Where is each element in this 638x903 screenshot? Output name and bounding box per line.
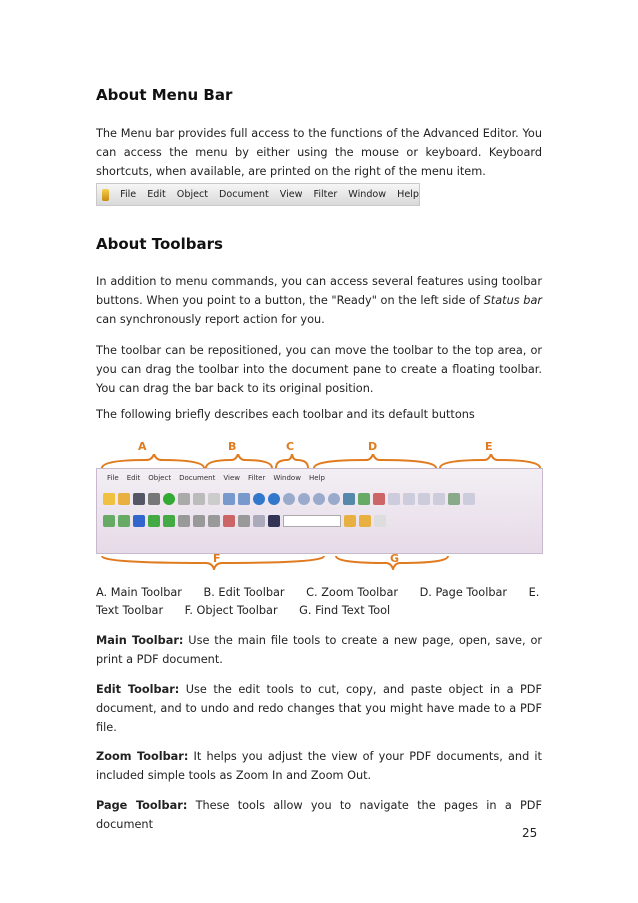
label-e: E <box>485 440 493 453</box>
object-icon-4 <box>193 515 205 527</box>
find-next-icon <box>344 515 356 527</box>
label-a: A <box>138 440 147 453</box>
label-b: B <box>228 440 237 453</box>
text-style-icon <box>418 493 430 505</box>
undo-icon <box>223 493 235 505</box>
toolbar-figure <box>96 440 543 570</box>
bottom-braces <box>96 554 543 570</box>
zoom-out-icon <box>268 493 280 505</box>
fig-menu-view: View <box>223 474 240 482</box>
legend-line-1: A. Main Toolbar B. Edit Toolbar C. Zoom Toolbar D. Page Toolbar E. <box>96 586 540 599</box>
toolbars-heading: About Toolbars <box>96 235 223 253</box>
find-icon <box>268 515 280 527</box>
fig-menu-help: Help <box>308 474 325 482</box>
toolbar-row-2 <box>103 515 386 530</box>
fig-menu-edit: Edit <box>126 474 141 482</box>
toolbar-window <box>96 468 543 554</box>
select-icon <box>103 515 115 527</box>
page-view-icon <box>343 493 355 505</box>
line-icon <box>133 515 145 527</box>
move-icon <box>118 515 130 527</box>
object-icon-8 <box>253 515 265 527</box>
object-icon-5 <box>208 515 220 527</box>
menu-item-help: Help <box>397 189 419 200</box>
menu-item-view: View <box>279 189 303 200</box>
object-icon-7 <box>238 515 250 527</box>
first-page-icon <box>283 493 295 505</box>
text-box-icon <box>388 493 400 505</box>
insert-page-icon <box>358 493 370 505</box>
fig-menu-file: File <box>107 474 119 482</box>
info-icon <box>163 493 175 505</box>
toolbars-paragraph-1: In addition to menu commands, you can access several features using toolbar buttons. When you point to a button, the "Ready" on the left side of Status bar can synchronously report action for you. <box>96 275 543 327</box>
toolbar-row-1 <box>103 493 475 508</box>
menu-bar-heading: About Menu Bar <box>96 86 233 104</box>
save-icon <box>133 493 145 505</box>
fig-menu-filter: Filter <box>247 474 266 482</box>
copy-icon <box>193 493 205 505</box>
text-font-icon <box>433 493 445 505</box>
legend-line-2: Text Toolbar F. Object Toolbar G. Find Text Tool <box>96 604 391 617</box>
prev-page-icon <box>298 493 310 505</box>
fig-menu-window: Window <box>273 474 301 482</box>
delete-page-icon <box>373 493 385 505</box>
object-icon-6 <box>223 515 235 527</box>
text-align-icon <box>403 493 415 505</box>
open-icon <box>118 493 130 505</box>
toolbar-menu <box>107 474 325 482</box>
menu-item-file: File <box>120 189 137 200</box>
find-prev-icon <box>359 515 371 527</box>
menu-item-object: Object <box>176 189 209 200</box>
app-logo-icon <box>102 189 109 201</box>
next-page-icon <box>313 493 325 505</box>
label-g: G <box>390 552 400 565</box>
toolbars-paragraph-2: The toolbar can be repositioned, you can move the toolbar to the top area, or you can drag the toolbar into the document pane to create a floating toolbar. You can drag the bar back to its original position. <box>96 344 542 396</box>
main-toolbar-desc: Main Toolbar: Use the main file tools to create a new page, open, save, or print a PDF document. <box>96 634 542 667</box>
text-color-icon <box>448 493 460 505</box>
menu-bar-paragraph: The Menu bar provides full access to the functions of the Advanced Editor. You can access the menu by either using the mouse or keyboard. Keyboard shortcuts, when available, are printed on the right of the menu item. <box>96 127 542 179</box>
find-options-icon <box>374 515 386 527</box>
edit-toolbar-desc: Edit Toolbar: Use the edit tools to cut, copy, and paste object in a PDF document, and to undo and redo changes that you might have made to a PDF file. <box>96 683 542 735</box>
zoom-in-icon <box>253 493 265 505</box>
label-f: F <box>213 552 221 565</box>
text-edit-icon <box>463 493 475 505</box>
label-d: D <box>368 440 378 453</box>
object-icon-3 <box>178 515 190 527</box>
fig-menu-document: Document <box>179 474 216 482</box>
zoom-toolbar-desc: Zoom Toolbar: It helps you adjust the view of your PDF documents, and it included simple tools as Zoom In and Zoom Out. <box>96 750 542 783</box>
menu-item-document: Document <box>219 189 269 200</box>
print-icon <box>148 493 160 505</box>
label-c: C <box>286 440 295 453</box>
toolbars-paragraph-3: The following briefly describes each toolbar and its default buttons <box>96 408 475 421</box>
paste-icon <box>208 493 220 505</box>
menu-bar-screenshot <box>96 183 420 206</box>
find-text-input <box>283 515 341 527</box>
menu-item-filter: Filter <box>313 189 338 200</box>
page-number: 25 <box>522 826 538 840</box>
fig-menu-object: Object <box>148 474 172 482</box>
object-icon-1 <box>148 515 160 527</box>
menu-item-edit: Edit <box>147 189 166 200</box>
cut-icon <box>178 493 190 505</box>
object-icon-2 <box>163 515 175 527</box>
redo-icon <box>238 493 250 505</box>
menu-item-window: Window <box>348 189 387 200</box>
page-toolbar-desc: Page Toolbar: These tools allow you to navigate the pages in a PDF document <box>96 799 543 832</box>
last-page-icon <box>328 493 340 505</box>
new-page-icon <box>103 493 115 505</box>
